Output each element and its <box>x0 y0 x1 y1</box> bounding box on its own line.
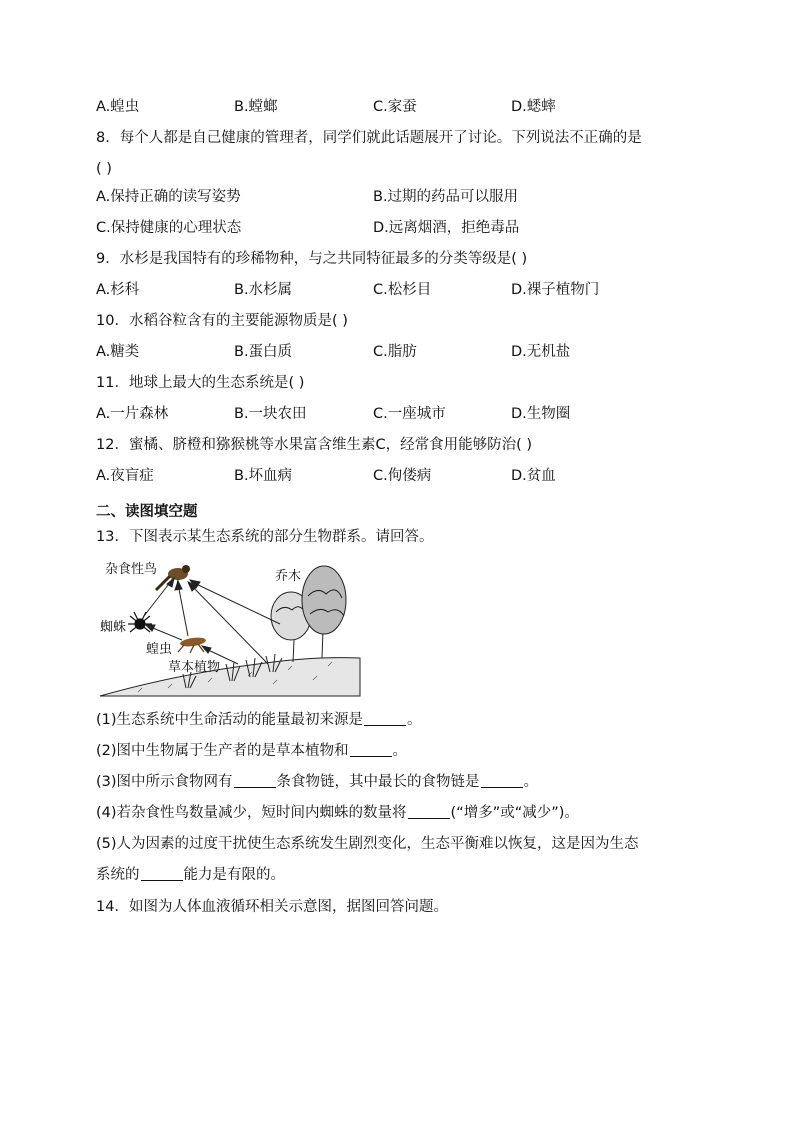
q8-option-a: A.保持正确的读写姿势 <box>96 189 241 205</box>
q13-sub2 <box>96 741 407 761</box>
q13-sub5-line2 <box>96 865 285 885</box>
q13-sub1-text: (1)生态系统中生命活动的能量最初来源是 <box>96 712 364 728</box>
q13-sub4 <box>96 803 579 823</box>
q9-option-d: D.裸子植物门 <box>511 282 600 298</box>
q9-stem: 9．水杉是我国特有的珍稀物种，与之共同特征最多的分类等级是( ) <box>96 251 528 267</box>
q10-option-d: D.无机盐 <box>511 344 571 360</box>
q9-option-a: A.杉科 <box>96 282 140 298</box>
q11-option-a: A.一片森林 <box>96 406 169 422</box>
q13-sub5-end: 能力是有限的。 <box>183 867 285 883</box>
answer-blank[interactable] <box>481 773 523 788</box>
food-web-illustration <box>98 556 366 704</box>
q8-option-c: C.保持健康的心理状态 <box>96 220 242 236</box>
bird-label: 杂食性鸟 <box>105 562 158 577</box>
spider-drawing <box>128 612 152 632</box>
tree-label: 乔木 <box>275 569 302 584</box>
q7-option-d: D.蟋蟀 <box>511 99 556 115</box>
q13-sub5-line1: (5)人为因素的过度干扰使生态系统发生剧烈变化，生态平衡难以恢复，这是因为生态 <box>96 836 639 852</box>
grasshopper-drawing <box>178 636 206 653</box>
q14-stem: 14．如图为人体血液循环相关示意图，据图回答问题。 <box>96 899 448 915</box>
spider-label: 蜘蛛 <box>100 620 127 635</box>
bird-drawing <box>156 565 190 590</box>
q8-paren: ( ) <box>96 161 112 177</box>
q10-option-c: C.脂肪 <box>373 344 417 360</box>
q11-option-c: C.一座城市 <box>373 406 446 422</box>
answer-blank[interactable] <box>234 773 276 788</box>
q13-sub4-text: (4)若杂食性鸟数量减少，短时间内蜘蛛的数量将 <box>96 805 407 821</box>
q13-sub3-text: (3)图中所示食物网有 <box>96 774 233 790</box>
q13-sub3-end: 。 <box>523 774 539 790</box>
q13-sub1 <box>96 710 422 730</box>
q13-sub3 <box>96 772 538 792</box>
q11-option-b: B.一块农田 <box>234 406 307 422</box>
q13-sub2-end: 。 <box>392 743 408 759</box>
q13-sub3-mid: 条食物链，其中最长的食物链是 <box>276 774 480 790</box>
q12-stem: 12．蜜橘、脐橙和猕猴桃等水果富含维生素C，经常食用能够防治( ) <box>96 437 532 453</box>
q13-sub1-end: 。 <box>407 712 422 728</box>
food-web-figure <box>98 556 366 704</box>
q12-option-b: B.坏血病 <box>234 468 293 484</box>
answer-blank[interactable] <box>141 866 183 881</box>
q10-stem: 10．水稻谷粒含有的主要能源物质是( ) <box>96 313 348 329</box>
q7-option-c: C.家蚕 <box>373 99 417 115</box>
q10-option-a: A.糖类 <box>96 344 140 360</box>
q8-option-b: B.过期的药品可以服用 <box>373 189 519 205</box>
q12-option-d: D.贫血 <box>511 468 556 484</box>
q11-option-d: D.生物圈 <box>511 406 571 422</box>
q7-option-b: B.螳螂 <box>234 99 278 115</box>
q12-option-a: A.夜盲症 <box>96 468 154 484</box>
q12-option-c: C.佝偻病 <box>373 468 432 484</box>
q8-stem: 8．每个人都是自己健康的管理者，同学们就此话题展开了讨论。下列说法不正确的是 <box>96 130 642 146</box>
q8-option-d: D.远离烟酒，拒绝毒品 <box>373 220 520 236</box>
grasshopper-label: 蝗虫 <box>146 642 173 657</box>
q11-stem: 11．地球上最大的生态系统是( ) <box>96 375 305 391</box>
q13-stem: 13．下图表示某生态系统的部分生物群系。请回答。 <box>96 529 434 545</box>
grass-label: 草本植物 <box>168 660 221 675</box>
answer-blank[interactable] <box>350 742 392 757</box>
q13-sub4-end: (“增多”或“减少”)。 <box>450 805 579 821</box>
q9-option-b: B.水杉属 <box>234 282 293 298</box>
q13-sub5-text: 系统的 <box>96 867 140 883</box>
q9-option-c: C.松杉目 <box>373 282 432 298</box>
answer-blank[interactable] <box>408 804 450 819</box>
q10-option-b: B.蛋白质 <box>234 344 293 360</box>
q7-option-a: A.蝗虫 <box>96 99 140 115</box>
q13-sub2-text: (2)图中生物属于生产者的是草本植物和 <box>96 743 349 759</box>
section-heading: 二、读图填空题 <box>96 504 198 520</box>
answer-blank[interactable] <box>364 711 406 726</box>
